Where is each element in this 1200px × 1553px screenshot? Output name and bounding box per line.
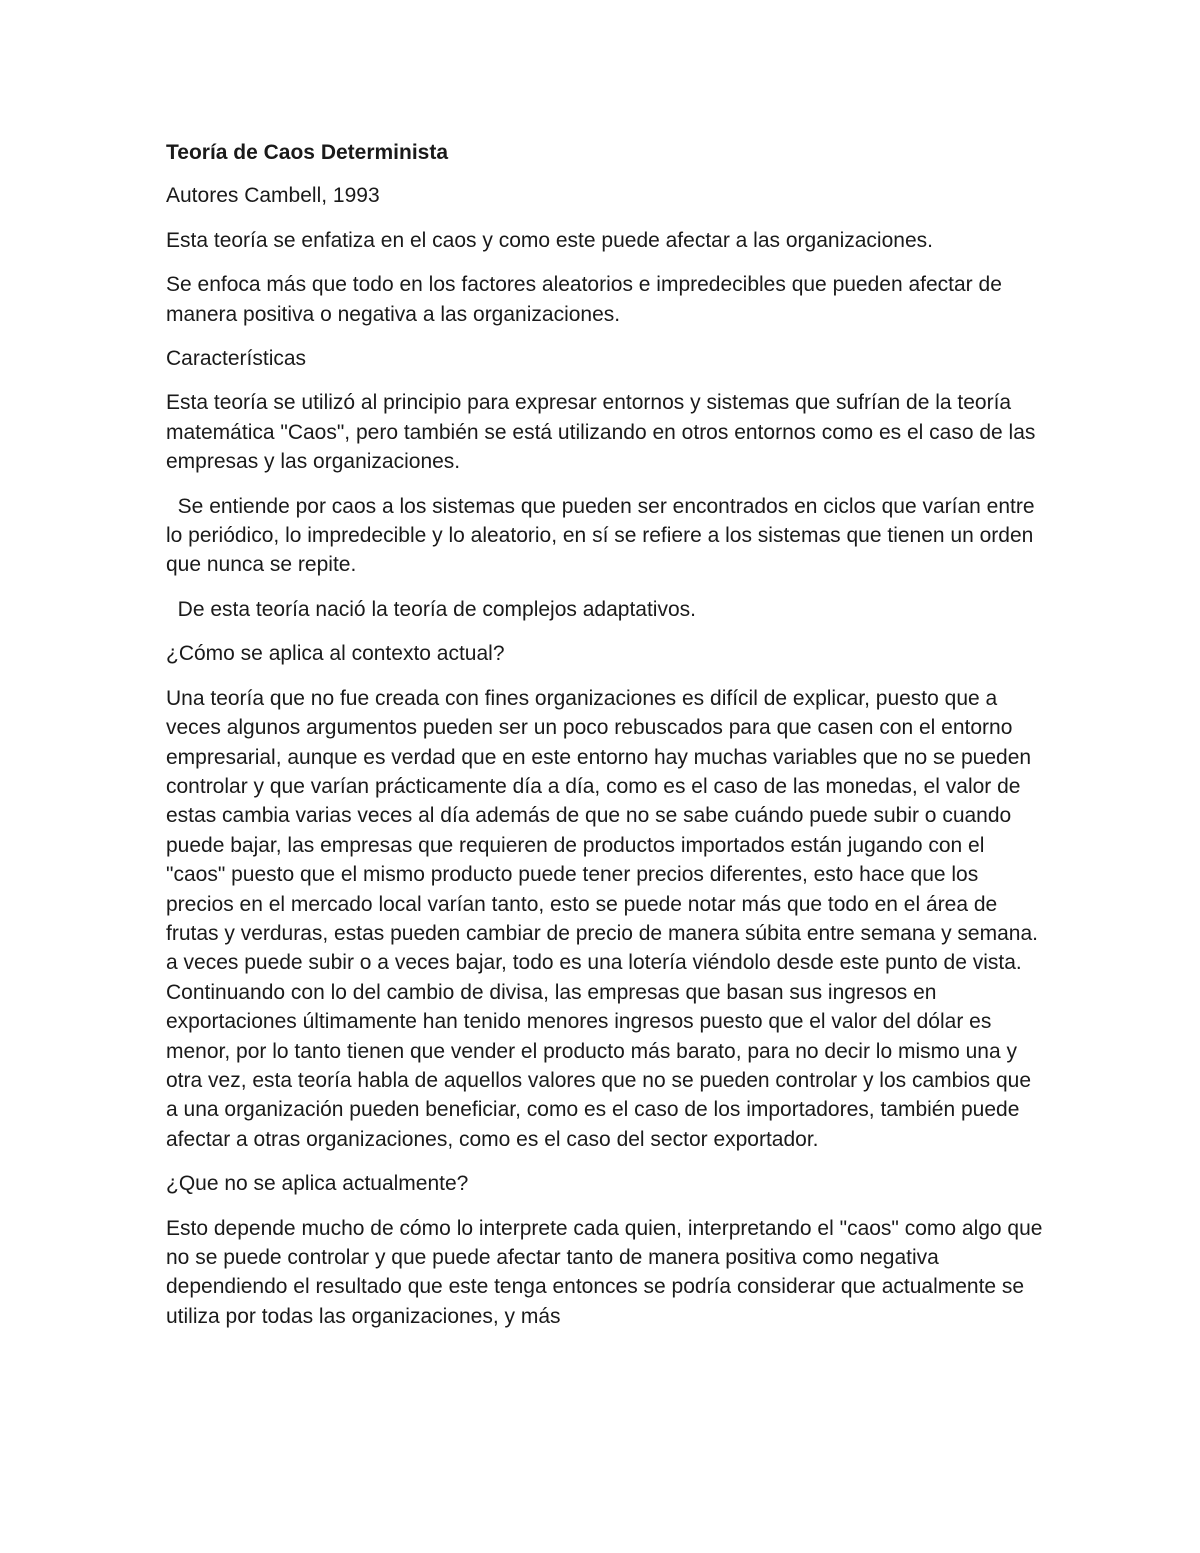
section-heading-caracteristicas: Características: [166, 347, 307, 371]
section-heading-not-applied: ¿Que no se aplica actualmente?: [166, 1172, 469, 1196]
paragraph-not-applied: Esto depende mucho de cómo lo interprete cada quien, interpretando el "caos" como algo que no se puede controlar y que puede afectar tanto de manera positiva como negativa dependiendo el resultado que este tenga entonces se podría considerar que actualmente se utiliza por todas las organizaciones, y más: [166, 1216, 1049, 1328]
paragraph-adaptive: De esta teoría nació la teoría de complejos adaptativos.: [166, 597, 696, 621]
paragraph-focus: Se enfoca más que todo en los factores aleatorios e impredecibles que pueden afectar de manera positiva o negativa a las organizaciones.: [166, 273, 1008, 326]
author-line: Autores Cambell, 1993: [166, 184, 380, 208]
paragraph-definition: Se entiende por caos a los sistemas que pueden ser encontrados en ciclos que varían entre lo periódico, lo impredecible y lo aleatorio, en sí se refiere a los sistemas que tienen un orden que nunca se repite.: [166, 494, 1041, 577]
document-title: Teoría de Caos Determinista: [166, 141, 449, 164]
paragraph-context: Una teoría que no fue creada con fines organizaciones es difícil de explicar, puesto que a veces algunos argumentos pueden ser un poco rebuscados para que casen con el entorno empresarial, aunque es verdad que en este entorno hay muchas variables que no se pueden controlar y que varían prácticamente día a día, como es el caso de las monedas, el valor de estas cambia varias veces al día además de que no se sabe cuándo puede subir o cuando puede bajar, las empresas que requieren de productos importados están jugando con el "caos" puesto que el mismo producto puede tener precios diferentes, esto hace que los precios en el mercado local varían tanto, esto se puede notar más que todo en el área de frutas y verduras, estas pueden cambiar de precio de manera súbita entre semana y semana. a veces puede subir o a veces bajar, todo es una lotería viéndolo desde este punto de vista. Continuando con lo del cambio de divisa, las empresas que basan sus ingresos en exportaciones últimamente han tenido menores ingresos puesto que el valor del dólar es menor, por lo tanto tienen que vender el producto más barato, para no decir lo mismo una y otra vez, esta teoría habla de aquellos valores que no se pueden controlar y los cambios que a una organización pueden beneficiar, como es el caso de los importadores, también puede afectar a otras organizaciones, como es el caso del sector exportador.: [166, 686, 1044, 1151]
paragraph-origin: Esta teoría se utilizó al principio para expresar entornos y sistemas que sufrían de la teoría matemática "Caos", pero también se está utilizando en otros entornos como es el caso de las empresas y las organizaciones.: [166, 391, 1042, 474]
document-page: [166, 138, 1049, 1346]
paragraph-intro: Esta teoría se enfatiza en el caos y como este puede afectar a las organizaciones.: [166, 228, 933, 252]
section-heading-context: ¿Cómo se aplica al contexto actual?: [166, 642, 505, 666]
